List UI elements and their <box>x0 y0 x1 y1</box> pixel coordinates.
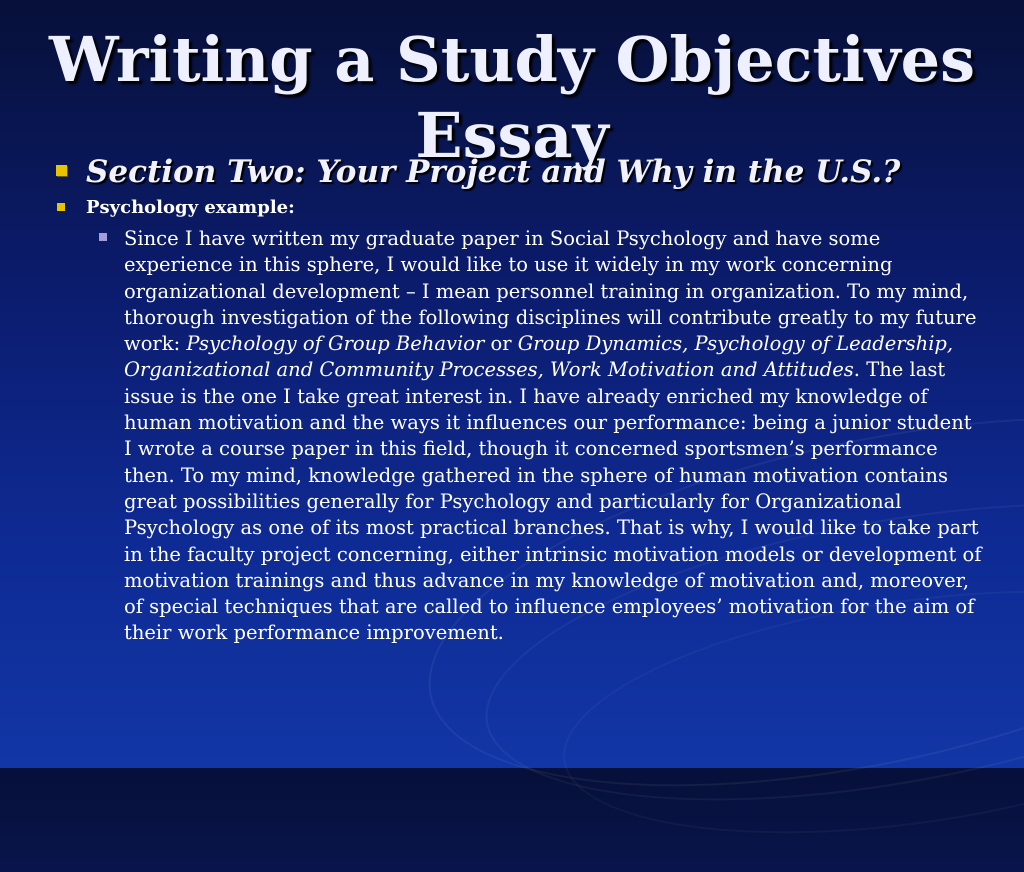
square-bullet-icon <box>56 165 67 176</box>
bullet-item-section <box>54 152 984 192</box>
paragraph-italic-text: Psychology of Group Behavior <box>186 332 485 356</box>
essay-paragraph <box>124 226 984 647</box>
paragraph-text: or <box>484 332 518 356</box>
section-heading: Section Two: Your Project and Why in the U.S.? <box>86 154 901 190</box>
slide-content <box>54 152 984 647</box>
slide-title: Writing a Study Objectives Essay <box>48 23 976 172</box>
example-label: Psychology example: <box>86 197 295 218</box>
bullet-item-paragraph <box>54 226 984 647</box>
bullet-item-example <box>54 196 984 220</box>
square-bullet-icon <box>57 203 65 211</box>
square-bullet-icon <box>99 233 107 241</box>
paragraph-text: . The last issue is the one I take great interest in. I have already enriched my knowledge of human motivation and the ways it influences our performance: being a junior student I wrote a course paper in this field, though it concerned sportsmen’s performance then. To my mind, knowledge gathered in the sphere of human motivation contains great possibilities generally for Psychology and particularly for Organizational Psychology as one of its most practical branches. That is why, I would like to take part in the faculty project concerning, either intrinsic motivation models or development of motivation trainings and thus advance in my knowledge of motivation and, moreover, of special techniques that are called to influence employees’ motivation for the aim of their work performance improvement. <box>124 358 982 645</box>
paragraph-italic-text: Group Dynamics, Psychology of Leadership, Organizational and Community Processes, Work Motivation and Attitudes <box>124 332 954 382</box>
paragraph-text: Since I have written my graduate paper in Social Psychology and have some experience in this sphere, I would like to use it widely in my work concerning organizational development – I mean personnel training in organization. To my mind, thorough investigation of the following disciplines will contribute greatly to my future work: <box>124 227 977 356</box>
